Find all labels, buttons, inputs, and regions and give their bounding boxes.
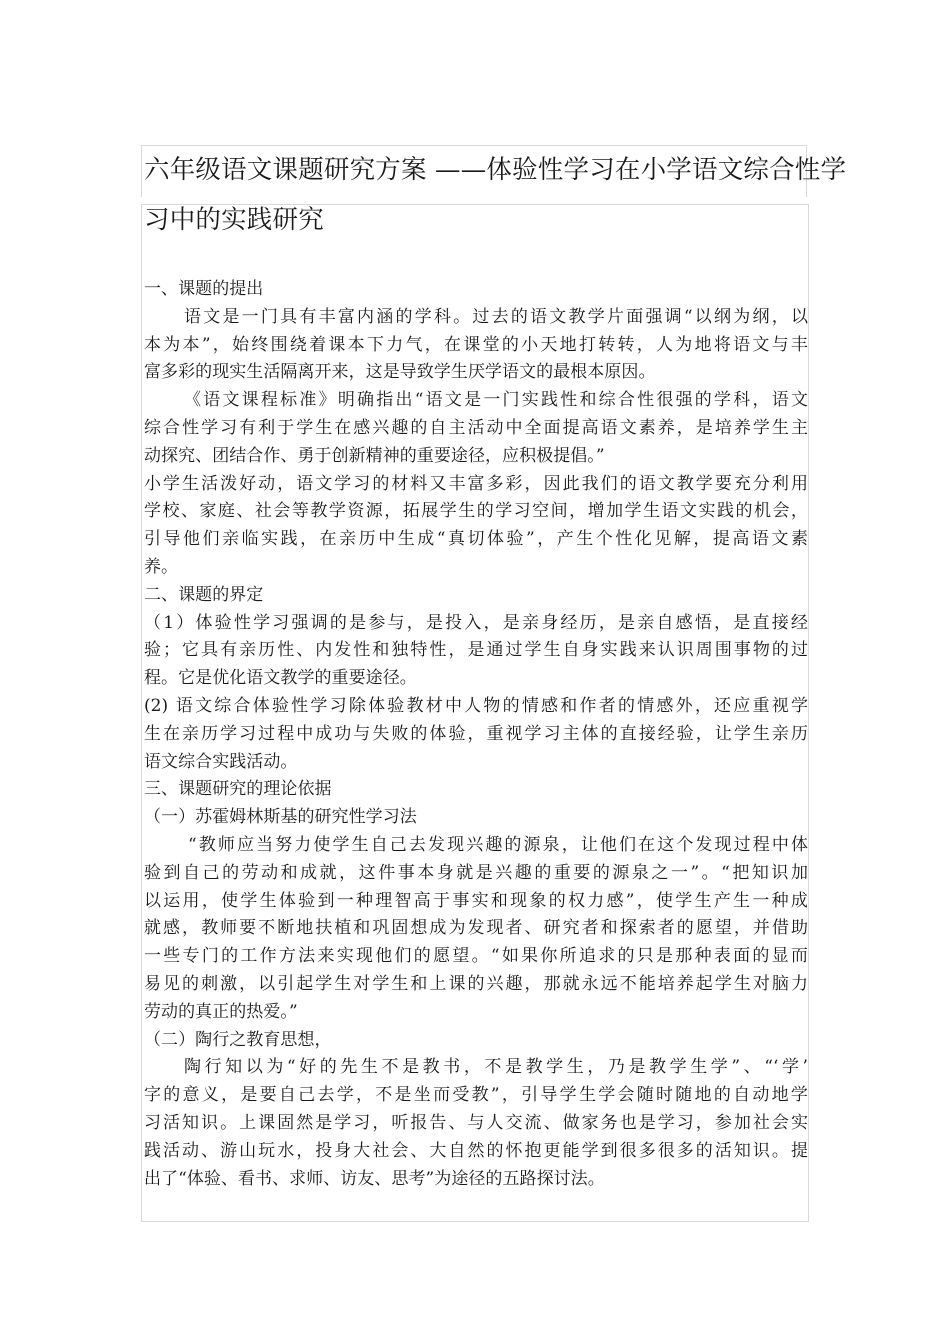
body-line: “教师应当努力使学生自己去发现兴趣的源泉，让他们在这个发现过程中体 [188, 834, 808, 855]
body-line: （1）体验性学习强调的是参与，是投入，是亲身经历，是亲自感悟，是直接经 [144, 612, 808, 633]
body-line: 语文是一门具有丰富内涵的学科。过去的语文教学片面强调“以纲为纲，以 [184, 306, 808, 327]
body-line: 以运用，使学生体验到一种理智高于事实和现象的权力感”，使学生产生一种成 [144, 890, 808, 911]
body-line: 就感，教师要不断地扶植和巩固想成为发现者、研究者和探索者的愿望，并借助 [144, 918, 808, 939]
body-line: 一、课题的提出 [144, 279, 264, 299]
body-line: 程。它是优化语文教学的重要途径。 [144, 668, 417, 689]
body-line: 字的意义，是要自己去学，不是坐而受教”，引导学生学会随时随地的自动地学 [144, 1085, 808, 1106]
body-line: 验到自己的劳动和成就，这件事本身就是兴趣的重要的源泉之一”。“把知识加 [144, 862, 808, 883]
body-line: 践活动、游山玩水，投身大社会、大自然的怀抱更能学到很多很多的活知识。提 [144, 1140, 808, 1161]
body-line: 验；它具有亲历性、内发性和独特性，是通过学生自身实践来认识周围事物的过 [144, 640, 808, 661]
document-body [144, 276, 808, 1193]
body-line: 富多彩的现实生活隔离开来，这是导致学生厌学语文的最根本原因。 [144, 362, 656, 383]
body-line: 陶行知以为“好的先生不是教书，不是教学生，乃是教学生学”、“‘学’ [184, 1057, 808, 1078]
body-line: 小学生活泼好动，语文学习的材料又丰富多彩，因此我们的语文教学要充分利用 [144, 473, 808, 494]
body-line: 一些专门的工作方法来实现他们的愿望。“如果你所追求的只是那种表面的显而 [144, 946, 808, 967]
body-line: 习活知识。上课固然是学习，听报告、与人交流、做家务也是学习，参加社会实 [144, 1112, 808, 1133]
body-line: 出了“体验、看书、求师、访友、思考”为途径的五路探讨法。 [144, 1168, 605, 1189]
body-line: 本为本”，始终围绕着课本下力气，在课堂的小天地打转转，人为地将语文与丰 [144, 334, 808, 355]
body-line: 语文综合实践活动。 [144, 751, 298, 772]
body-line: 二、课题的界定 [144, 584, 264, 605]
document-title-line-1: 六年级语文课题研究方案 ——体验性学习在小学语文综合性学 [144, 155, 847, 185]
body-line: 学校、家庭、社会等教学资源，拓展学生的学习空间，增加学生语文实践的机会， [144, 501, 808, 522]
body-line: 易见的刺激，以引起学生对学生和上课的兴趣，那就永远不能培养起学生对脑力 [144, 973, 808, 994]
body-line: （一）苏霍姆林斯基的研究性学习法 [144, 807, 417, 828]
body-line: 劳动的真正的热爱。” [144, 1001, 298, 1022]
body-line: 动探究、团结合作、勇于创新精神的重要途径，应积极提倡。” [144, 445, 605, 466]
body-line: 养。 [144, 556, 179, 577]
body-line: 生在亲历学习过程中成功与失败的体验，重视学习主体的直接经验，让学生亲历 [144, 723, 808, 744]
body-line: （二）陶行之教育思想， [144, 1029, 332, 1050]
document-title-line-2: 习中的实践研究 [144, 205, 324, 235]
body-line: (2) 语文综合体验性学习除体验教材中人物的情感和作者的情感外，还应重视学 [144, 695, 808, 716]
body-line: 引导他们亲临实践，在亲历中生成“真切体验”，产生个性化见解，提高语文素 [144, 529, 808, 550]
body-line: 三、课题研究的理论依据 [144, 779, 332, 800]
body-line: 《语文课程标准》明确指出“语文是一门实践性和综合性很强的学科，语文 [184, 390, 808, 411]
body-line: 综合性学习有利于学生在感兴趣的自主活动中全面提高语文素养，是培养学生主 [144, 417, 808, 438]
